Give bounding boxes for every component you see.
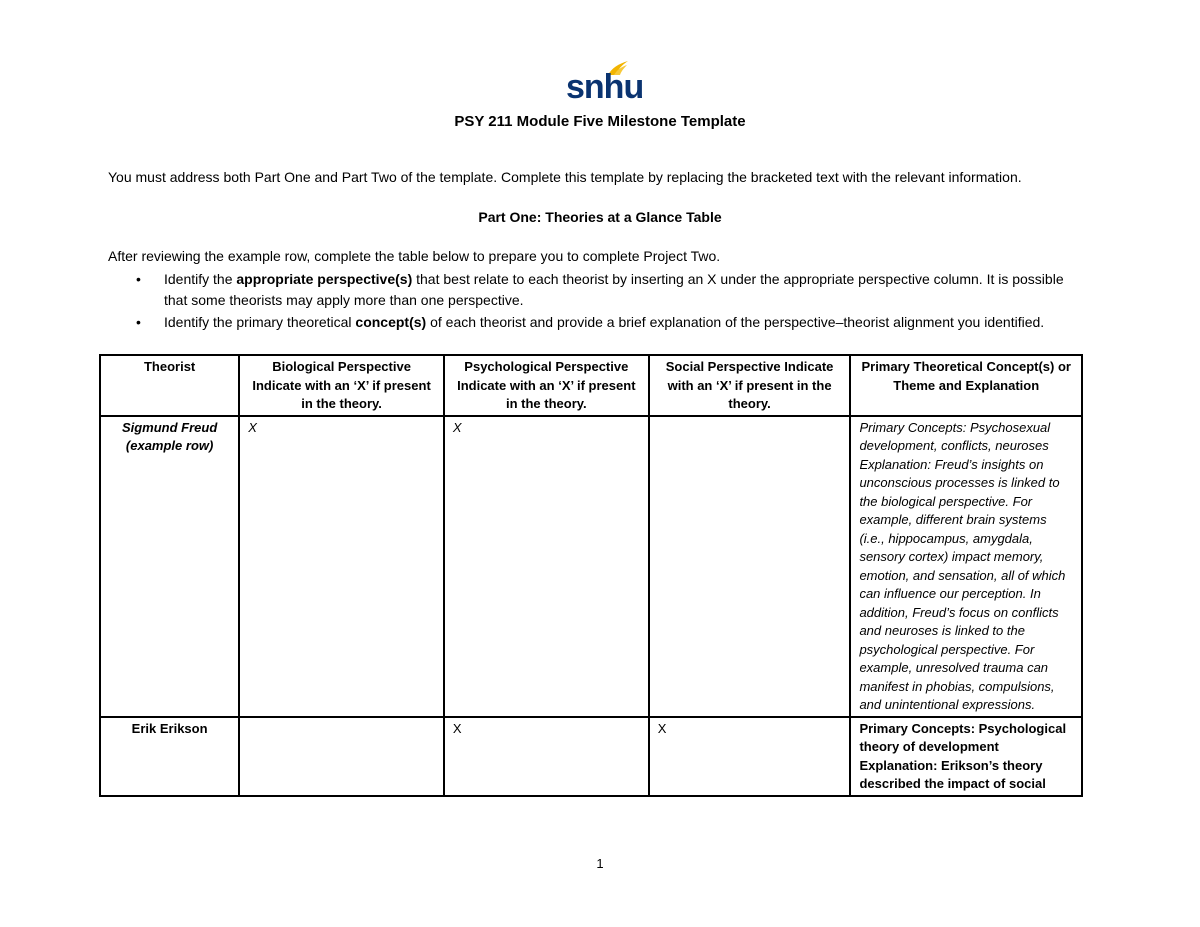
snhu-logo [566, 60, 644, 106]
theorist-cell: Sigmund Freud (example row) [100, 416, 239, 717]
table-row [100, 717, 1082, 796]
page-number: 1 [596, 856, 604, 871]
psychological-cell: X [444, 416, 649, 717]
instruction-list [108, 269, 1088, 334]
bullet-icon: • [136, 314, 141, 330]
psychological-cell: X [444, 717, 649, 796]
list-item: • Identify the appropriate perspective(s) that best relate to each theorist by inserting an X under the appropriate perspective column. It is possible that some theorists may apply more than one perspective. [136, 271, 1064, 308]
social-cell: X [649, 717, 851, 796]
header-biological: Biological Perspective Indicate with an ‘X’ if present in the theory. [239, 355, 444, 416]
social-cell [649, 416, 851, 717]
theories-table [99, 354, 1083, 797]
header-concept: Primary Theoretical Concept(s) or Theme and Explanation [850, 355, 1082, 416]
theorist-cell: Erik Erikson [100, 717, 239, 796]
list-item: • Identify the primary theoretical concept(s) of each theorist and provide a brief explanation of the perspective–theorist alignment you identified. [108, 312, 1088, 333]
document-title: PSY 211 Module Five Milestone Template [454, 113, 746, 130]
part-one-heading: Part One: Theories at a Glance Table [478, 209, 722, 225]
biological-cell: X [239, 416, 444, 717]
table-row [100, 416, 1082, 717]
biological-cell [239, 717, 444, 796]
header-psychological: Psychological Perspective Indicate with an ‘X’ if present in the theory. [444, 355, 649, 416]
table-header-row [100, 355, 1082, 416]
bullet-icon: • [136, 271, 141, 287]
instructions-text: After reviewing the example row, complete the table below to prepare you to complete Project Two. [108, 248, 721, 264]
concept-cell: Primary Concepts: Psychosexual development, conflicts, neuroses Explanation: Freud’s insights on unconscious processes is linked to the biological perspective. For example, different brain systems (i.e., hippocampus, amygdala, sensory cortex) impact memory, emotion, and sensation, all of which can influence our perception. In addition, Freud’s focus on conflicts and neuroses is linked to the psychological perspective. For example, unresolved trauma can manifest in phobias, compulsions, and unintentional expressions. [850, 416, 1082, 717]
concept-cell: Primary Concepts: Psychological theory of development Explanation: Erikson’s theory described the impact of social [850, 717, 1082, 796]
intro-paragraph: You must address both Part One and Part Two of the template. Complete this template by replacing the bracketed text with the relevant information. [108, 169, 1022, 185]
header-social: Social Perspective Indicate with an ‘X’ if present in the theory. [649, 355, 851, 416]
header-theorist: Theorist [100, 355, 239, 416]
logo-text: snhu [566, 68, 644, 106]
